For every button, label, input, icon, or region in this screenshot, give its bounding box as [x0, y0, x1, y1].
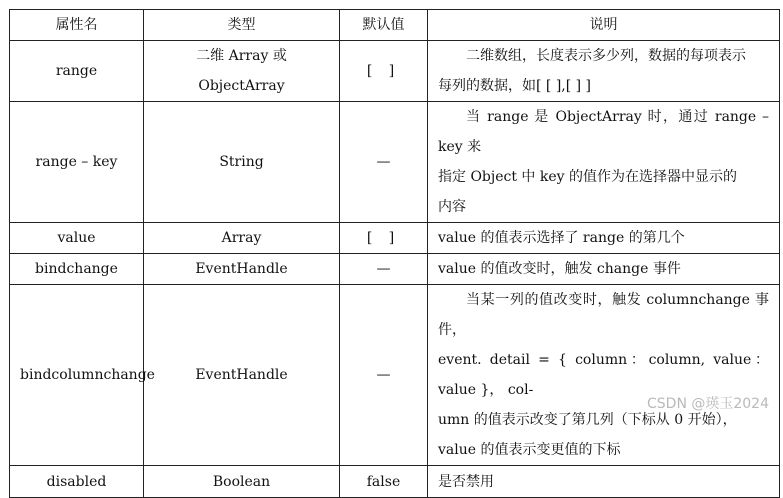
table-row	[10, 285, 780, 466]
prop-description	[428, 41, 780, 102]
table-row	[10, 223, 780, 254]
prop-type-line: 二维 Array 或	[196, 48, 287, 64]
prop-description	[428, 285, 780, 466]
header-name: 属性名	[10, 10, 144, 41]
prop-name: disabled	[10, 466, 144, 498]
prop-default: —	[340, 285, 428, 466]
prop-name: value	[10, 223, 144, 254]
prop-name: bindchange	[10, 254, 144, 285]
table-row	[10, 466, 780, 498]
table-row	[10, 254, 780, 285]
prop-default: —	[340, 102, 428, 223]
desc-line: 内容	[438, 199, 466, 215]
prop-name: bindcolumnchange	[10, 285, 144, 466]
prop-description: value 的值改变时，触发 change 事件	[428, 254, 780, 285]
desc-line: umn 的值表示改变了第几列（下标从 0 开始），	[438, 412, 737, 428]
table-row	[10, 102, 780, 223]
prop-name: range	[10, 41, 144, 102]
desc-line: 指定 Object 中 key 的值作为在选择器中显示的	[438, 169, 738, 185]
desc-line: 当 range 是 ObjectArray 时，通过 range – key 来	[438, 109, 769, 155]
desc-line: 二维数组，长度表示多少列，数据的每项表示	[466, 48, 746, 64]
prop-type: Boolean	[144, 466, 340, 498]
prop-type: Array	[144, 223, 340, 254]
desc-line: 每列的数据，如[ [ ],[ ] ]	[438, 78, 592, 94]
prop-type-line: ObjectArray	[198, 78, 285, 94]
desc-line: event. detail = { column：column, value：value }， col-	[438, 352, 769, 398]
prop-default: [ ]	[340, 41, 428, 102]
prop-type	[144, 41, 340, 102]
prop-default: false	[340, 466, 428, 498]
prop-type: String	[144, 102, 340, 223]
header-description: 说明	[428, 10, 780, 41]
prop-description: 是否禁用	[428, 466, 780, 498]
csdn-watermark: CSDN @瑛玉2024	[647, 396, 769, 412]
prop-default: —	[340, 254, 428, 285]
prop-description: value 的值表示选择了 range 的第几个	[428, 223, 780, 254]
header-type: 类型	[144, 10, 340, 41]
prop-type: EventHandle	[144, 285, 340, 466]
prop-description	[428, 102, 780, 223]
prop-default: [ ]	[340, 223, 428, 254]
desc-line: value 的值表示变更值的下标	[438, 442, 621, 458]
table-row	[10, 41, 780, 102]
properties-table	[9, 9, 780, 498]
table-header-row	[10, 10, 780, 41]
prop-type: EventHandle	[144, 254, 340, 285]
header-default: 默认值	[340, 10, 428, 41]
prop-name: range – key	[10, 102, 144, 223]
desc-line: 当某一列的值改变时，触发 columnchange 事件，	[438, 292, 769, 338]
